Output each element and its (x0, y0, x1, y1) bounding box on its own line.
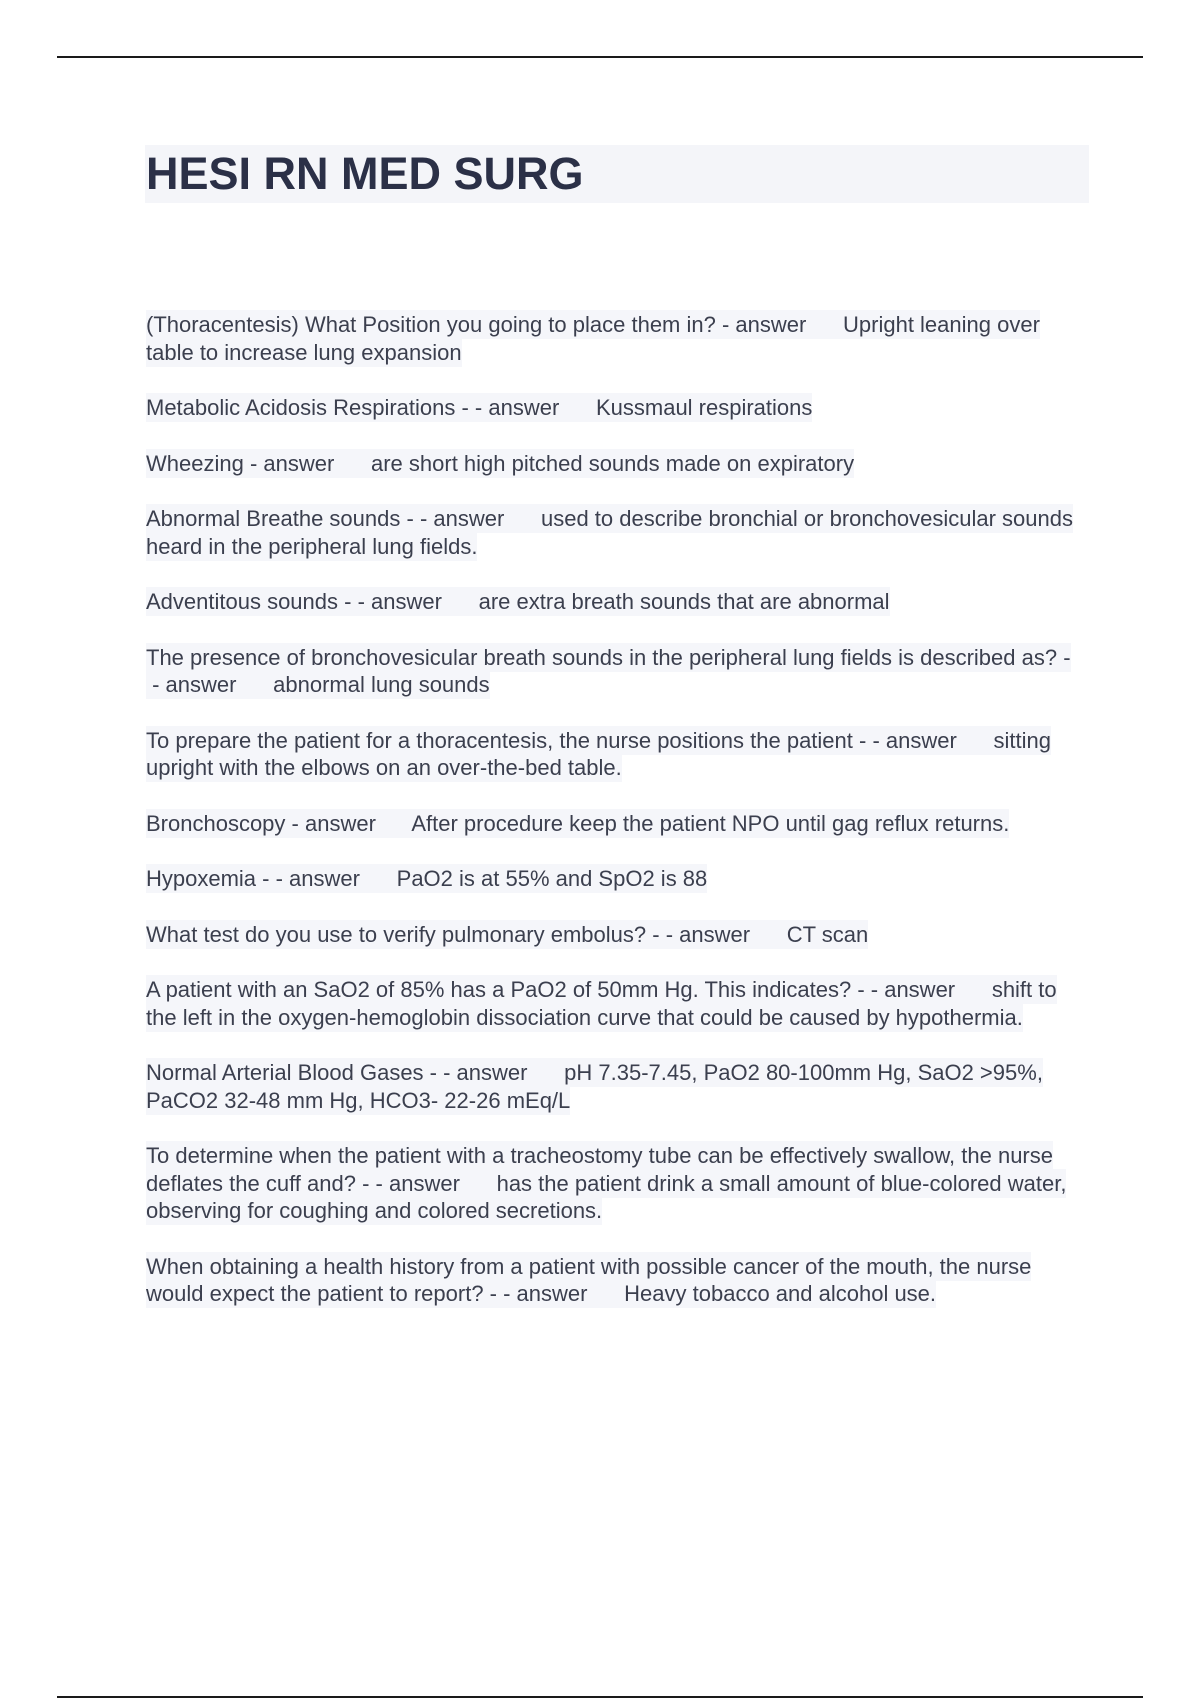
qa-text (146, 975, 1057, 1032)
answer-separator: - answer (146, 672, 274, 697)
qa-item (146, 450, 1090, 478)
question-text: (Thoracentesis) What Position you going to place them in? (146, 312, 716, 337)
qa-text (146, 920, 868, 949)
qa-item (146, 810, 1090, 838)
answer-text: used to describe bronchial or bronchovesicular sounds heard in the peripheral lung fields. (146, 506, 1073, 559)
question-text: Normal Arterial Blood Gases - (146, 1060, 437, 1085)
answer-separator: - answer (369, 1170, 497, 1196)
top-rule (57, 56, 1143, 58)
qa-item (146, 644, 1090, 699)
question-text: Abnormal Breathe sounds - (146, 506, 414, 531)
qa-item (146, 1142, 1090, 1225)
question-text: Hypoxemia - (146, 866, 270, 891)
answer-separator: - answer (413, 506, 541, 531)
qa-list (146, 311, 1090, 1336)
qa-item (146, 394, 1090, 422)
qa-text (146, 1058, 1043, 1115)
answer-separator: - answer (659, 921, 787, 947)
answer-text: has the patient drink a small amount of blue-colored water, observing for coughing and colored secretions. (146, 1170, 1067, 1223)
answer-text: After procedure keep the patient NPO until gag reflux returns. (411, 810, 1010, 836)
answer-text: CT scan (786, 921, 869, 947)
answer-text: sitting upright with the elbows on an over-the-bed table. (146, 727, 1051, 780)
bottom-rule (57, 1696, 1143, 1698)
qa-text (146, 1141, 1066, 1225)
qa-text (146, 587, 890, 616)
answer-separator: - answer (715, 312, 844, 337)
qa-text (146, 449, 854, 478)
question-text: What test do you use to verify pulmonary embolus? - (146, 921, 660, 947)
question-text: A patient with an SaO2 of 85% has a PaO2 of 50mm Hg. This indicates? - (146, 977, 865, 1002)
qa-item (146, 588, 1090, 616)
answer-text: are extra breath sounds that are abnormal (478, 589, 890, 614)
qa-text (146, 643, 1071, 700)
answer-separator: - answer (864, 977, 992, 1002)
qa-text (146, 1252, 1031, 1309)
qa-text (146, 864, 707, 893)
answer-separator: - answer (866, 727, 994, 753)
qa-item (146, 311, 1090, 366)
question-text: Bronchoscopy (146, 810, 286, 836)
page-title: HESI RN MED SURG (146, 148, 584, 199)
qa-item (146, 976, 1090, 1031)
qa-item (146, 727, 1090, 782)
answer-separator: - answer (243, 450, 371, 476)
answer-text: abnormal lung sounds (273, 672, 490, 697)
answer-text: Upright leaning over table to increase lung expansion (146, 312, 1040, 365)
qa-text (146, 393, 812, 422)
question-text: To determine when the patient with a tracheostomy tube can be effectively swallow, the nurse deflates the cuff and? - (146, 1143, 1053, 1196)
question-text: Wheezing (146, 450, 244, 476)
qa-item (146, 865, 1090, 893)
answer-separator: - answer (497, 1281, 625, 1306)
question-text: To prepare the patient for a thoracentesis, the nurse positions the patient - (146, 727, 867, 753)
question-text: The presence of bronchovesicular breath sounds in the peripheral lung fields is described as? - (146, 644, 1071, 670)
question-text: Metabolic Acidosis Respirations - (146, 395, 469, 420)
qa-item (146, 1253, 1090, 1308)
question-text: When obtaining a health history from a patient with possible cancer of the mouth, the nurse would expect the patient to report? - (146, 1253, 1032, 1306)
answer-text: shift to the left in the oxygen-hemoglobin dissociation curve that could be caused by hypothermia. (146, 977, 1057, 1030)
answer-separator: - answer (437, 1060, 565, 1085)
answer-text: pH 7.35-7.45, PaO2 80-100mm Hg, SaO2 >95%, PaCO2 32-48 mm Hg, HCO3- 22-26 mEq/L (146, 1060, 1043, 1113)
qa-text (146, 504, 1073, 561)
answer-text: are short high pitched sounds made on expiratory (371, 450, 855, 476)
question-text: Adventitous sounds - (146, 589, 352, 614)
answer-separator: - answer (351, 589, 479, 614)
qa-text (146, 809, 1009, 838)
answer-separator: - answer (468, 395, 596, 420)
qa-text (146, 310, 1040, 367)
qa-item (146, 1059, 1090, 1114)
answer-text: Kussmaul respirations (595, 395, 813, 420)
qa-item (146, 505, 1090, 560)
qa-text (146, 726, 1051, 783)
answer-text: PaO2 is at 55% and SpO2 is 88 (396, 866, 708, 891)
answer-text: Heavy tobacco and alcohol use. (624, 1281, 937, 1306)
answer-separator: - answer (285, 810, 412, 836)
qa-item (146, 921, 1090, 949)
answer-separator: - answer (269, 866, 397, 891)
